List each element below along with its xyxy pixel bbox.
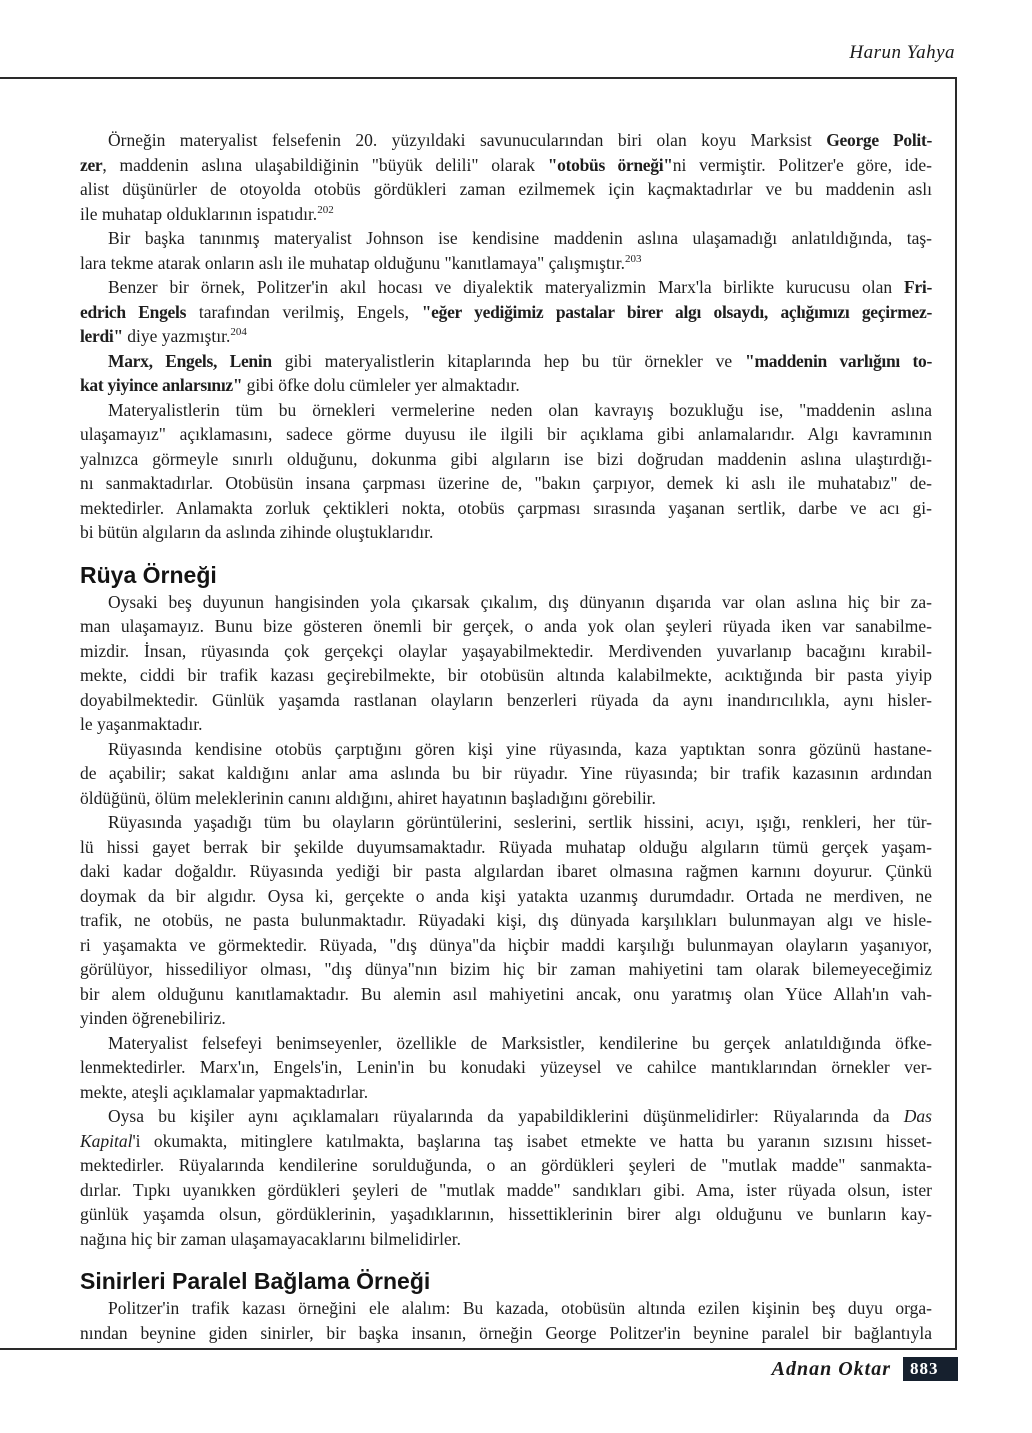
text-run: kat yiyince anlarsınız"	[80, 375, 243, 395]
text-line	[80, 737, 932, 762]
text-run: de açabilir; sakat kaldığını anlar ama aslında bu bir rüyadır. Yine rüyasında; bir trafik kazasının ardından	[80, 763, 932, 783]
text-line	[80, 982, 932, 1007]
text-run: Benzer bir örnek, Politzer'in akıl hocası ve diyalektik materyalizmin Marx'la birlikte kurucusu olan	[108, 277, 905, 297]
text-line	[80, 908, 932, 933]
text-line	[80, 1006, 932, 1031]
text-run: le yaşanmaktadır.	[80, 714, 203, 734]
header-author: Harun Yahya	[849, 42, 955, 63]
text-run: mekte, ateşli açıklamalar yapmaktadırlar.	[80, 1081, 369, 1102]
text-run: Bir başka tanınmış materyalist Johnson ise kendisine maddenin aslına ulaşamadığı anlatıldığında, taş-	[108, 228, 932, 248]
text-run: yalnızca görmeyle sınırlı olduğunu, dokunma gibi algıların ise bizi doğrudan maddenin aslına ulaştırdığı-	[80, 448, 932, 469]
text-line	[80, 251, 932, 276]
text-run: daki kadar doğaldır. Rüyasında yediği bir pasta algılardan ibaret olmasına rağmen karnını doyurur. Çünkü	[80, 861, 932, 881]
text-run: doyabilmektedir. Günlük yaşamda rastlanan olayların benzerleri rüyada da aynı inandırıcılıkla, aynı hisler-	[80, 689, 932, 710]
text-run: lenmektedirler. Marx'ın, Engels'in, Lenin'in bu konudaki yüzeysel ve cahilce mantıklarından örnekler ver-	[80, 1057, 932, 1077]
text-run: bi bütün algıların da aslında zihinde oluştuklarıdır.	[80, 522, 434, 542]
text-run: Örneğin materyalist felsefenin 20. yüzyıldaki savunucularından biri olan koyu Marksist	[108, 130, 827, 150]
text-run: 'i okumakta, mitinglere katılmakta, başlarına taş isabet etmekte ve hatta bu yaranın sızısını hisset-	[132, 1130, 932, 1151]
text-line	[80, 1055, 932, 1080]
text-run: bir alem olduğunu kanıtlamaktadır. Bu alemin asıl mahiyetini ancak, onu yaratmış olan Yüce Allah'ın vah-	[80, 983, 932, 1004]
text-line	[80, 1321, 932, 1346]
text-line	[80, 1129, 932, 1154]
text-run: "otobüs örneği"	[547, 154, 673, 175]
section-heading: Sinirleri Paralel Bağlama Örneği	[80, 1268, 431, 1294]
text-run: Das	[903, 1106, 932, 1126]
text-run: yinden öğrenebiliriz.	[80, 1008, 226, 1028]
text-run: doymak da bir algıdır. Oysa ki, gerçekte o anda kişi yatakta uzanmış durumdadır. Ortada ne merdiven, ne	[80, 885, 932, 906]
text-run: "eğer yediğimiz pastalar birer algı olsaydı, açlığımızı geçirmez-	[421, 301, 932, 322]
text-run: lerdi"	[80, 326, 123, 346]
text-run: mekte, ciddi bir trafik kazası geçirebilmekte, bir otobüsün altında kalabilmekte, acıktığında bir pasta yiyip	[80, 665, 932, 685]
text-run: görülüyor, hissediliyor olması, "dış dünya"nın bizim hiç bir zaman mahiyetini tam olarak bilemeyeceğimiz	[80, 959, 932, 979]
text-line	[80, 349, 932, 374]
text-run: nı sanmaktadırlar. Otobüsün insana çarpması üzerine de, "bakın çarpıyor, demek ki aslı ile muhatabız" de-	[80, 473, 932, 493]
text-line	[80, 688, 932, 713]
text-run: ni vermiştir. Politzer'e göre, ide-	[672, 154, 932, 175]
text-line	[80, 712, 932, 737]
text-run: Rüyasında kendisine otobüs çarptığını gören kişi yine rüyasında, kaza yaptıktan sonra gözünü hastane-	[108, 738, 932, 759]
text-line	[80, 447, 932, 472]
text-run: mektedirler. Anlamakta zorluk çektikleri nokta, otobüs çarpması sırasında yaşanan sertlik, darbe ve acı gi-	[80, 497, 932, 518]
text-line	[80, 786, 932, 811]
text-line	[80, 177, 932, 202]
text-line	[80, 1031, 932, 1056]
text-line	[80, 1153, 932, 1178]
text-line	[80, 471, 932, 496]
text-run: , maddenin aslına ulaşabildiğinin "büyük delili" olarak	[102, 154, 548, 175]
footer	[772, 1357, 958, 1381]
text-line	[80, 1227, 932, 1252]
text-line	[80, 153, 932, 178]
text-run: ulaşamayız" açıklamasını, sadece görme duyusu ile ilgili bir açıklama gibi anlamalarıdır. Algı kavramının	[80, 424, 932, 444]
text-line	[80, 324, 932, 349]
text-line	[80, 1202, 932, 1227]
text-run: edrich Engels	[80, 301, 187, 322]
text-run: ri yaşamakta ve görmektedir. Rüyada, "dış dünya"da hiçbir maddi karşılığı bulunmayan olayların yaşanıyor,	[80, 934, 932, 955]
text-line	[80, 663, 932, 688]
footnote-reference: 204	[230, 326, 247, 339]
text-run: Rüyasında yaşadığı tüm bu olayların görüntülerini, seslerini, sertlik hissini, acıyı, ışığı, renkleri, her tür-	[108, 812, 932, 832]
text-run: Oysaki beş duyunun hangisinden yola çıkarsak çıkalım, dış dünyanın dışarıda var olan aslına hiç bir za-	[108, 591, 932, 612]
text-run: nından beynine giden sinirler, bir başka insanın, örneğin George Politzer'in beynine paralel bir bağlantıyla	[80, 1322, 932, 1343]
section-heading: Rüya Örneği	[80, 561, 217, 588]
text-run: mizdir. İnsan, rüyasında çok gerçekçi olaylar yaşayabilmektedir. Merdivenden yuvarlanıp bacağını kırabil-	[80, 640, 932, 661]
text-run: günlük yaşamda olsun, gördüklerinin, yaşadıklarının, hissettiklerinin birer algı olduğunu ve bunların kay-	[80, 1204, 932, 1224]
text-run: Materyalistlerin tüm bu örnekleri vermelerine neden olan kavrayış bozukluğu ise, "maddenin aslına	[108, 399, 932, 420]
text-line	[80, 835, 932, 860]
text-run: gibi materyalistlerin kitaplarında hep bu tür örnekler ve	[271, 350, 746, 371]
text-run: "maddenin varlığını to-	[745, 350, 932, 371]
text-line	[80, 300, 932, 325]
text-line	[80, 590, 932, 615]
footnote-reference: 203	[624, 252, 642, 265]
text-run: zer	[80, 154, 103, 175]
text-line	[80, 761, 932, 786]
text-line	[80, 957, 932, 982]
text-line	[80, 226, 932, 251]
text-line	[80, 1080, 932, 1105]
text-line	[80, 373, 932, 398]
text-line	[80, 202, 932, 227]
text-run: dırlar. Tıpkı uyanıkken gördükleri şeyleri de "mutlak madde" sandıkları gibi. Ama, ister rüyada olsun, ister	[80, 1179, 932, 1200]
text-line	[80, 810, 932, 835]
text-line	[80, 275, 932, 300]
footer-author: Adnan Oktar	[771, 1357, 891, 1380]
text-line	[80, 496, 932, 521]
footnote-reference: 202	[317, 203, 334, 216]
text-run: Marx, Engels, Lenin	[108, 350, 272, 371]
text-run: George Polit-	[826, 130, 932, 150]
text-run: ile muhatap olduklarının ispatıdır.	[80, 203, 318, 224]
page-number-badge: 883	[903, 1357, 958, 1381]
text-line	[80, 639, 932, 664]
text-line	[80, 422, 932, 447]
text-column	[80, 128, 932, 1345]
text-line	[80, 884, 932, 909]
text-line	[80, 520, 932, 545]
text-line	[80, 1104, 932, 1129]
text-run: mektedirler. Rüyalarında kendilerine sorulduğunda, o an gördükleri şeyleri de "mutlak madde" sanmakta-	[80, 1155, 932, 1175]
text-line	[80, 859, 932, 884]
text-run: trafik, ne otobüs, ne pasta bulunmaktadır. Rüyadaki kişi, dış dünyada karşılıkları bulunmayan algı ve hisle-	[80, 910, 932, 930]
text-run: lü hissi gayet berrak bir şekilde duyumsamaktadır. Rüyada muhatap olduğu algıların tümü gerçek yaşam-	[80, 836, 932, 857]
text-run: alist düşünürler de otoyolda otobüs gördükleri zaman ezilmemek için kaçmaktadırlar ve bu maddenin aslı	[80, 179, 932, 199]
text-line	[80, 128, 932, 153]
text-run: Politzer'in trafik kazası örneğini ele alalım: Bu kazada, otobüsün altında ezilen kişinin beş duyu orga-	[108, 1298, 932, 1318]
text-run: gibi öfke dolu cümleler yer almaktadır.	[242, 375, 520, 395]
text-line	[80, 933, 932, 958]
text-line	[80, 1178, 932, 1203]
text-run: diye yazmıştır.	[122, 326, 231, 346]
text-run: Fri-	[904, 277, 932, 297]
text-run: lara tekme atarak onların aslı ile muhatap olduğunu "kanıtlamaya" çalışmıştır.	[80, 252, 625, 273]
text-run: nağına hiç bir zaman ulaşamayacaklarını bilmelidirler.	[80, 1228, 461, 1249]
text-run: Materyalist felsefeyi benimseyenler, özellikle de Marksistler, kendilerine bu gerçek anlatıldığında öfke-	[108, 1032, 932, 1053]
text-line	[80, 398, 932, 423]
text-run: man ulaşamayız. Bunu bize gösteren önemli bir gerçek, o anda yok olan şeyleri rüyada iken var sanabilme-	[80, 616, 932, 636]
text-run: tarafından verilmiş, Engels,	[186, 301, 422, 322]
text-line	[80, 614, 932, 639]
text-run: Kapital	[80, 1130, 133, 1151]
text-line	[80, 1296, 932, 1321]
text-run: Oysa bu kişiler aynı açıklamaları rüyalarında da yapabildiklerini düşünmelidirler: Rüyalarında da	[108, 1106, 904, 1126]
text-run: öldüğünü, ölüm meleklerinin canını aldığını, ahiret hayatının başladığını görebilir.	[80, 787, 656, 808]
